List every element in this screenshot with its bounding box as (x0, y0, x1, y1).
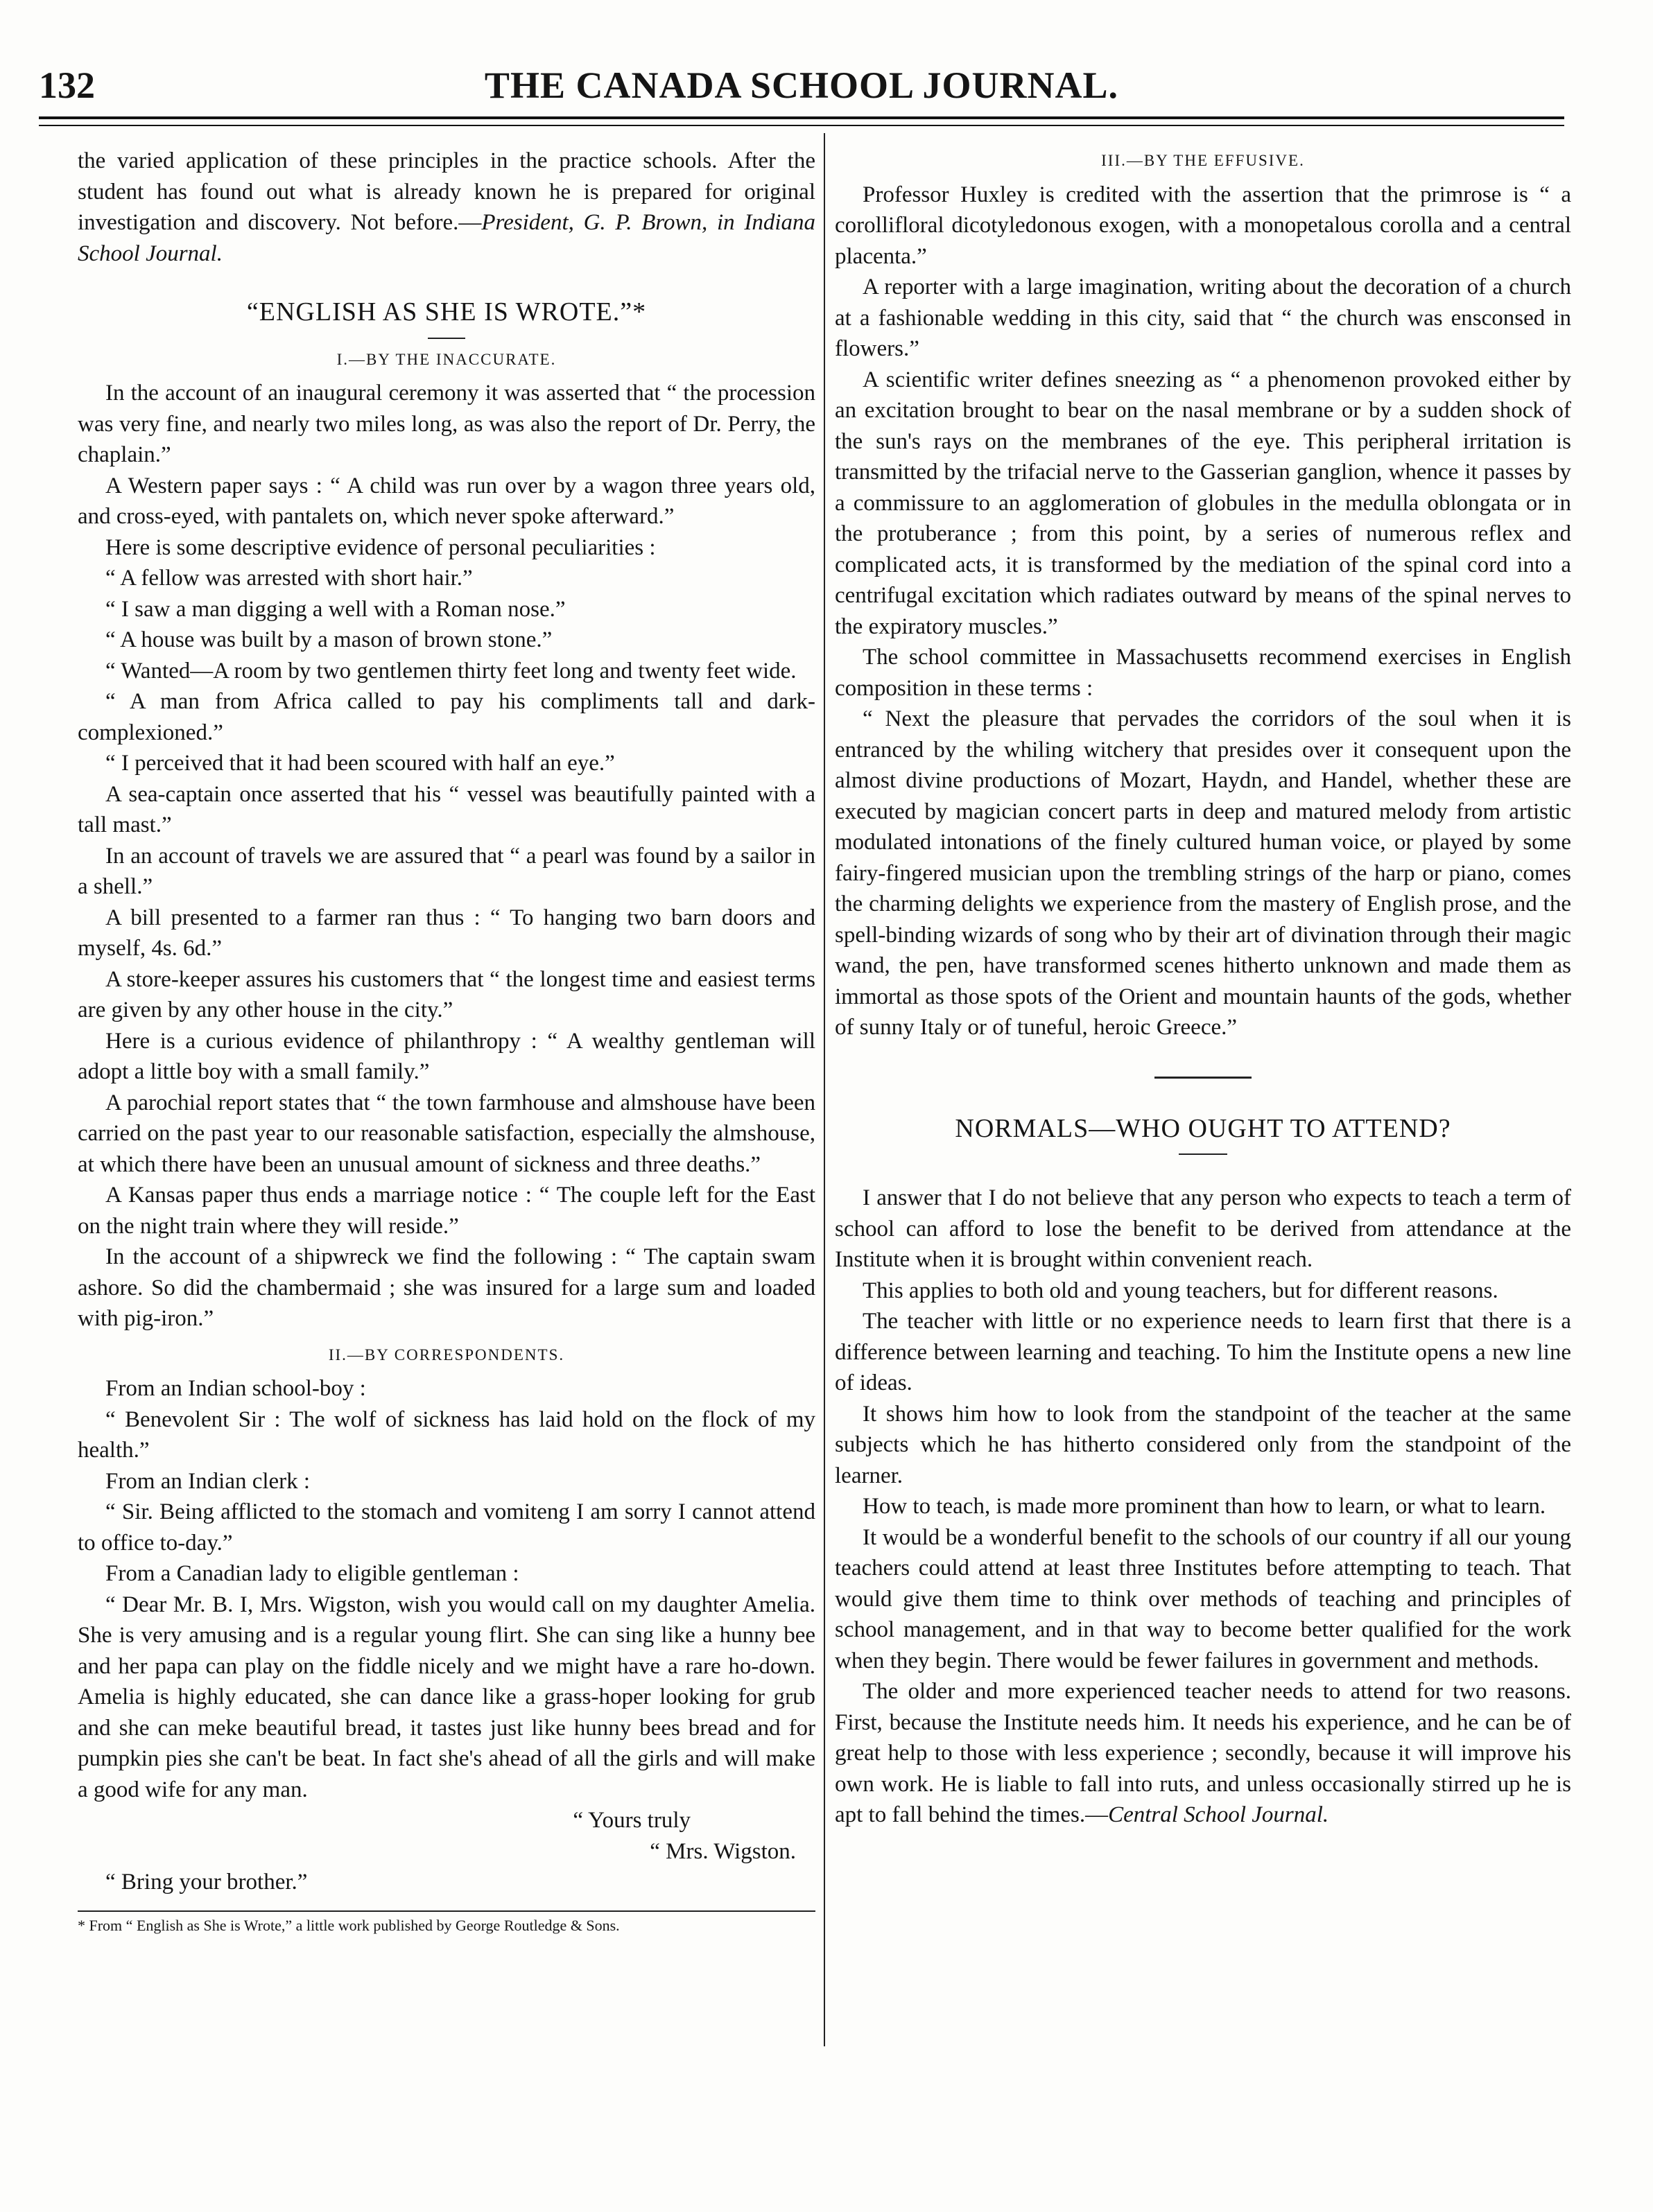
paragraph: “ Benevolent Sir : The wolf of sickness has laid hold on the flock of my health.” (78, 1407, 815, 1463)
paragraph: A scientific writer defines sneezing as “ a phenomenon provoked either by an excitation brought to bear on the nasal membrane or by a sudden shock of the sun's rays on the membranes of the eye. This peripheral irritation is transmitted by the trifacial nerve to the Gasserian ganglion, whence it passes by a commissure to an agglomeration of globules in the medulla oblongata or in the protuberance ; from this point, by a series of numerous reflex and complicated acts, it is transformed by the mediation of the spinal cord into a centrifugal excitation which radiates outward by means of the spinal nerves to the expiratory muscles.” (835, 367, 1571, 639)
paragraph: “ I perceived that it had been scoured with half an eye.” (105, 751, 615, 776)
paragraph: The school committee in Massachusetts recommend exercises in English composition in these terms : (835, 645, 1571, 701)
paragraph: Professor Huxley is credited with the assertion that the primrose is “ a corollifloral dicotyledonous exogen, with a monopetalous corolla and a central placenta.” (835, 182, 1571, 269)
paragraph: “ Next the pleasure that pervades the corridors of the soul when it is entranced by the whiling witchery that presides over it consequent upon the almost divine productions of Mozart, Haydn, and Handel, whether these are executed by magician concert parts in deep and matured melody from artistic modulated intonations of the finely cultured human voice, or played by some fairy-fingered musician upon the trembling strings of the harp or piano, comes the charming delights we experience from the mastery of English prose, and the spell-binding wizards of song who by their art of divination through their magic wand, the pen, have transformed scenes hitherto unknown and made them as immortal as those spots of the Orient and mountain haunts of the gods, whether of sunny Italy or of tuneful, heroic Greece.” (835, 706, 1571, 1040)
intro-paragraph (78, 146, 815, 269)
paragraph: In the account of a shipwreck we find the following : “ The captain swam ashore. So did the chambermaid ; she was insured for a large sum and loaded with pig-iron.” (78, 1244, 815, 1331)
section-2-heading: II.—BY CORRESPONDENTS. (328, 1346, 565, 1364)
paragraph: How to teach, is made more prominent than how to learn, or what to learn. (863, 1494, 1546, 1519)
right-column (835, 146, 1571, 1831)
paragraph: “ Dear Mr. B. I, Mrs. Wigston, wish you would call on my daughter Amelia. She is very amusing and is a regular young flirt. She can sing like a hunny bee and her papa can play on the fiddle nicely and we might have a rare ho-down. Amelia is highly educated, she can dance like a grass-hoper looking for grub and she can meke beautiful bread, it tastes just like hunny bees bread and for pumpkin pies she can't be beat. In fact she's ahead of all the girls and will make a good wife for any man. (78, 1592, 815, 1802)
paragraph: This applies to both old and young teachers, but for different reasons. (863, 1278, 1498, 1303)
intro-text: the varied application of these principles in the practice schools. After the student has found out what is already known he is prepared for original investigation and discovery. Not before.— (78, 148, 815, 235)
header-rule-thin (39, 125, 1564, 126)
section-divider (1154, 1077, 1252, 1079)
article-2-body (835, 1183, 1571, 1831)
paragraph: A bill presented to a farmer ran thus : “ To hanging two barn doors and myself, 4s. 6d.” (78, 905, 815, 961)
section-3-heading: III.—BY THE EFFUSIVE. (1101, 152, 1305, 169)
section-3-body (835, 180, 1571, 1043)
paragraph: A parochial report states that “ the town farmhouse and almshouse have been carried on the past year to our reasonable satisfaction, especially the almshouse, at which there have been an unusual amount of sickness and three deaths.” (78, 1090, 815, 1177)
paragraph: “ Sir. Being afflicted to the stomach and vomiteng I am sorry I cannot attend to office to-day.” (78, 1499, 815, 1556)
section-2-body (78, 1373, 815, 1898)
section-1-body (78, 378, 815, 1334)
paragraph: “ Wanted—A room by two gentlemen thirty feet long and twenty feet wide. (105, 658, 797, 683)
paragraph: Here is some descriptive evidence of personal peculiarities : (105, 534, 656, 560)
paragraph: “ A fellow was arrested with short hair.” (105, 566, 473, 591)
signature-name: “ Mrs. Wigston. (650, 1838, 796, 1864)
paragraph-last (835, 1676, 1571, 1831)
paragraph: From an Indian clerk : (105, 1468, 311, 1494)
page-header (39, 64, 1564, 119)
paragraph: It would be a wonderful benefit to the schools of our country if all our young teachers could attend at least three Institutes before attempting to teach. That would give them time to think over methods of teaching and principles of school management, and in that way to become better qualified for the work when they begin. There would be fewer failures in government and methods. (835, 1524, 1571, 1673)
article-2-title: NORMALS—WHO OUGHT TO ATTEND? (955, 1113, 1451, 1143)
paragraph: The teacher with little or no experience needs to learn first that there is a difference between learning and teaching. To him the Institute opens a new line of ideas. (835, 1309, 1571, 1395)
paragraph: “ A man from Africa called to pay his compliments tall and dark-complexioned.” (78, 689, 815, 745)
intro-attribution: President, G. P. Brown, in Indiana School Journal. (78, 210, 815, 266)
article-2-attribution: Central School Journal. (1108, 1802, 1329, 1827)
paragraph: In the account of an inaugural ceremony it was asserted that “ the procession was very fine, and nearly two miles long, as was also the report of Dr. Perry, the chaplain.” (78, 381, 815, 467)
paragraph: A reporter with a large imagination, writing about the decoration of a church at a fashionable wedding in this city, said that “ the church was ensconsed in flowers.” (835, 275, 1571, 361)
postscript: “ Bring your brother.” (105, 1870, 308, 1895)
paragraph: A store-keeper assures his customers that “ the longest time and easiest terms are given by any other house in the city.” (78, 966, 815, 1022)
paragraph: From a Canadian lady to eligible gentleman : (105, 1561, 519, 1586)
footnote-rule (78, 1910, 815, 1912)
header-rule (39, 116, 1564, 119)
paragraph: In an account of travels we are assured that “ a pearl was found by a sailor in a shell.” (78, 843, 815, 899)
paragraph: “ A house was built by a mason of brown stone.” (105, 627, 553, 652)
section-1-heading: I.—BY THE INACCURATE. (336, 350, 557, 368)
article-title: “ENGLISH AS SHE IS WROTE.”* (246, 297, 647, 326)
paragraph: From an Indian school-boy : (105, 1376, 366, 1401)
footnote: * From “ English as She is Wrote,” a little work published by George Routledge & Sons. (78, 1916, 620, 1934)
signature-line: “ Yours truly (573, 1808, 691, 1833)
journal-title: THE CANADA SCHOOL JOURNAL. (484, 64, 1119, 106)
paragraph: “ I saw a man digging a well with a Roman nose.” (105, 596, 566, 622)
paragraph: A Kansas paper thus ends a marriage notice : “ The couple left for the East on the night train where they will reside.” (78, 1183, 815, 1239)
paragraph: I answer that I do not believe that any person who expects to teach a term of school can afford to lose the benefit to be derived from attendance at the Institute when it is brought within convenient reach. (835, 1185, 1571, 1272)
page-number: 132 (39, 64, 95, 106)
last-paragraph-text: The older and more experienced teacher needs to attend for two reasons. First, because the Institute needs him. It needs his experience, and he can be of great help to those with less experience ; secondly, because it will improve his own work. He is liable to fall into ruts, and unless occasionally stirred up he is apt to fall behind the times.— (835, 1679, 1571, 1827)
paragraph: A Western paper says : “ A child was run over by a wagon three years old, and cross-eyed, with pantalets on, which never spoke afterward.” (78, 473, 815, 529)
paragraph: A sea-captain once asserted that his “ vessel was beautifully painted with a tall mast.” (78, 781, 815, 837)
paragraph: It shows him how to look from the standpoint of the teacher at the same subjects which he has hitherto considered only from the standpoint of the learner. (835, 1401, 1571, 1488)
title-rule (1179, 1153, 1227, 1155)
paragraph: Here is a curious evidence of philanthropy : “ A wealthy gentleman will adopt a little boy with a small family.” (78, 1028, 815, 1084)
column-divider (824, 133, 825, 2046)
title-rule (428, 338, 465, 339)
left-column (78, 146, 815, 1935)
